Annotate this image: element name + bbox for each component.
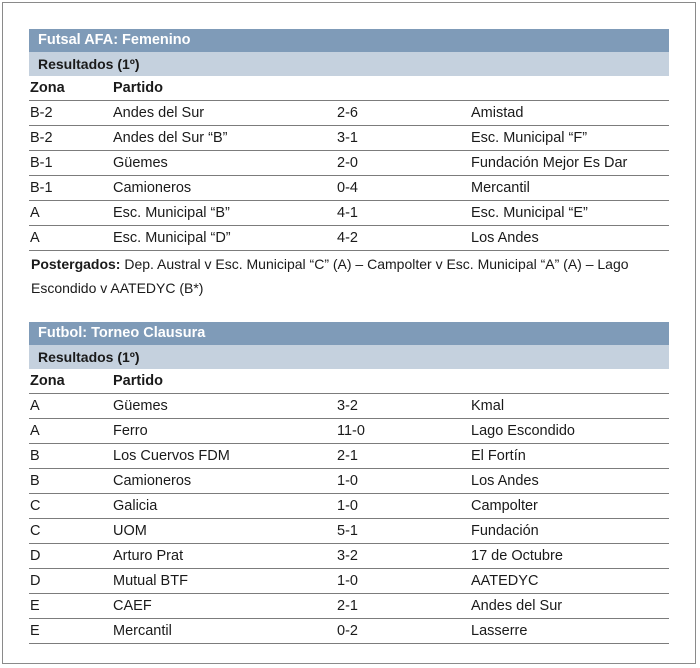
score-cell: 0-2 — [337, 623, 358, 639]
away-team-cell: Lasserre — [471, 623, 528, 639]
score-cell: 1-0 — [337, 473, 358, 489]
futsal-postponed-note — [29, 251, 669, 300]
table-row — [29, 151, 669, 176]
zona-cell: B-1 — [30, 155, 53, 171]
table-row — [29, 101, 669, 126]
zona-cell: B-2 — [30, 130, 53, 146]
futsal-header-partido: Partido — [113, 80, 163, 96]
zona-cell: A — [30, 230, 40, 246]
score-cell: 1-0 — [337, 498, 358, 514]
home-team-cell: Arturo Prat — [113, 548, 184, 564]
futbol-section — [29, 322, 669, 644]
table-row — [29, 394, 669, 419]
score-cell: 1-0 — [337, 573, 358, 589]
away-team-cell: Kmal — [471, 398, 505, 414]
home-team-cell: UOM — [113, 523, 147, 539]
zona-cell: E — [30, 623, 40, 639]
home-team-cell: CAEF — [113, 598, 152, 614]
futbol-subtitle: Resultados (1º) — [29, 345, 669, 369]
table-row — [29, 569, 669, 594]
zona-cell: C — [30, 498, 41, 514]
away-team-cell: Andes del Sur — [471, 598, 563, 614]
away-team-cell: AATEDYC — [471, 573, 539, 589]
home-team-cell: Mercantil — [113, 623, 172, 639]
away-team-cell: Mercantil — [471, 180, 530, 196]
home-team-cell: Andes del Sur “B” — [113, 130, 228, 146]
home-team-cell: Güemes — [113, 155, 168, 171]
table-row — [29, 619, 669, 644]
away-team-cell: El Fortín — [471, 448, 526, 464]
zona-cell: B — [30, 448, 40, 464]
table-row — [29, 519, 669, 544]
score-cell: 4-2 — [337, 230, 358, 246]
home-team-cell: Esc. Municipal “B” — [113, 205, 230, 221]
home-team-cell: Güemes — [113, 398, 168, 414]
futsal-header-row — [29, 76, 669, 101]
away-team-cell: Amistad — [471, 105, 524, 121]
table-row — [29, 469, 669, 494]
table-row — [29, 419, 669, 444]
table-row — [29, 544, 669, 569]
futbol-header-zona: Zona — [30, 373, 65, 389]
score-cell: 2-0 — [337, 155, 358, 171]
away-team-cell: Campolter — [471, 498, 538, 514]
away-team-cell: 17 de Octubre — [471, 548, 563, 564]
home-team-cell: Andes del Sur — [113, 105, 205, 121]
home-team-cell: Los Cuervos FDM — [113, 448, 230, 464]
zona-cell: E — [30, 598, 40, 614]
home-team-cell: Esc. Municipal “D” — [113, 230, 231, 246]
away-team-cell: Lago Escondido — [471, 423, 575, 439]
away-team-cell: Fundación — [471, 523, 539, 539]
futbol-header-row — [29, 369, 669, 394]
home-team-cell: Ferro — [113, 423, 148, 439]
zona-cell: A — [30, 398, 40, 414]
zona-cell: B-1 — [30, 180, 53, 196]
postponed-text: Dep. Austral v Esc. Municipal “C” (A) – Campolter v Esc. Municipal “A” (A) – Lago Escondido v AATEDYC (B*) — [31, 256, 629, 296]
futsal-results-table — [29, 101, 669, 251]
score-cell: 3-2 — [337, 548, 358, 564]
score-cell: 2-1 — [337, 448, 358, 464]
score-cell: 0-4 — [337, 180, 358, 196]
futbol-header-partido: Partido — [113, 373, 163, 389]
table-row — [29, 126, 669, 151]
score-cell: 3-1 — [337, 130, 358, 146]
postponed-label: Postergados: — [31, 256, 121, 272]
futsal-subtitle: Resultados (1º) — [29, 52, 669, 76]
futsal-title: Futsal AFA: Femenino — [29, 29, 669, 52]
table-row — [29, 226, 669, 251]
zona-cell: D — [30, 573, 41, 589]
away-team-cell: Esc. Municipal “F” — [471, 130, 588, 146]
table-row — [29, 444, 669, 469]
home-team-cell: Mutual BTF — [113, 573, 188, 589]
futsal-header-zona: Zona — [30, 80, 65, 96]
table-row — [29, 594, 669, 619]
away-team-cell: Los Andes — [471, 473, 539, 489]
futbol-results-table — [29, 394, 669, 644]
score-cell: 4-1 — [337, 205, 358, 221]
zona-cell: A — [30, 423, 40, 439]
futsal-section — [29, 29, 669, 300]
home-team-cell: Camioneros — [113, 473, 192, 489]
table-row — [29, 494, 669, 519]
score-cell: 5-1 — [337, 523, 358, 539]
zona-cell: D — [30, 548, 41, 564]
zona-cell: B-2 — [30, 105, 53, 121]
zona-cell: C — [30, 523, 41, 539]
futbol-title: Futbol: Torneo Clausura — [29, 322, 669, 345]
score-cell: 11-0 — [337, 423, 365, 439]
zona-cell: B — [30, 473, 40, 489]
away-team-cell: Esc. Municipal “E” — [471, 205, 588, 221]
zona-cell: A — [30, 205, 40, 221]
score-cell: 3-2 — [337, 398, 358, 414]
score-cell: 2-1 — [337, 598, 358, 614]
home-team-cell: Camioneros — [113, 180, 192, 196]
table-row — [29, 201, 669, 226]
table-row — [29, 176, 669, 201]
away-team-cell: Fundación Mejor Es Dar — [471, 155, 628, 171]
home-team-cell: Galicia — [113, 498, 158, 514]
score-cell: 2-6 — [337, 105, 358, 121]
away-team-cell: Los Andes — [471, 230, 539, 246]
